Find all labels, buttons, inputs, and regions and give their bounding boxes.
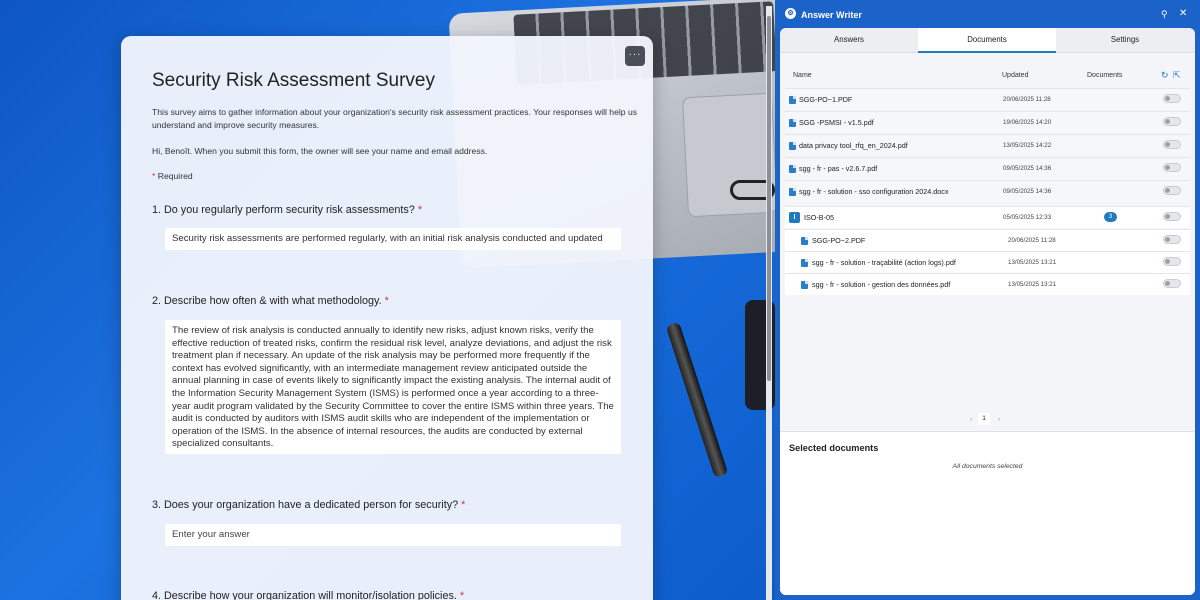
tab-documents[interactable]: Documents (918, 28, 1056, 53)
document-toggle[interactable] (1163, 94, 1181, 103)
question-3-star: * (461, 499, 466, 511)
selected-documents-panel (780, 431, 1195, 595)
refresh-icon[interactable]: ↻ (1161, 70, 1169, 80)
folder-toggle[interactable] (1163, 212, 1181, 221)
survey-form (121, 36, 653, 600)
scrollbar-thumb[interactable] (767, 16, 771, 381)
document-updated: 20/06/2025 11:28 (1003, 96, 1051, 103)
folder-icon: I (789, 212, 800, 223)
file-icon (789, 142, 796, 150)
required-note (152, 171, 193, 181)
question-4 (152, 590, 464, 600)
file-icon (789, 119, 796, 127)
document-row[interactable] (785, 134, 1190, 156)
page-scrollbar[interactable] (766, 6, 772, 600)
column-header-updated[interactable]: Updated (1002, 72, 1029, 79)
document-row[interactable] (785, 111, 1190, 133)
question-1-star: * (417, 204, 423, 216)
selected-documents-status: All documents selected (952, 463, 1023, 470)
folder-document-count: 3 (1104, 212, 1117, 222)
document-toggle[interactable] (1163, 279, 1181, 288)
document-updated: 13/05/2025 14:22 (1003, 142, 1052, 149)
page-number-button[interactable]: 1 (978, 413, 990, 425)
document-toggle[interactable] (1163, 140, 1181, 149)
next-page-button[interactable]: › (998, 416, 1001, 423)
file-icon (789, 96, 796, 104)
document-name: SGG-PO~2.PDF (812, 236, 866, 245)
previous-page-button[interactable]: ‹ (970, 416, 973, 423)
question-1-label: 1. Do you regularly perform security risk assessments? (152, 204, 415, 216)
folder-name: ISO-B-05 (804, 213, 834, 222)
file-icon (801, 259, 808, 267)
question-4-label: 4. Describe how your organization will monitor/isolation policies. (152, 590, 457, 600)
document-name: data privacy tool_rfq_en_2024.pdf (799, 141, 908, 150)
document-updated: 09/05/2025 14:36 (1003, 165, 1052, 172)
document-updated: 13/05/2025 13:21 (1008, 281, 1057, 288)
document-updated: 20/06/2025 11:28 (1008, 237, 1056, 244)
document-updated: 09/05/2025 14:36 (1003, 188, 1052, 195)
question-1-answer[interactable]: Security risk assessments are performed regularly, with an initial risk analysis conducted and updated (165, 228, 621, 250)
tab-bar (780, 28, 1195, 53)
question-3 (152, 499, 465, 511)
question-3-answer[interactable]: Enter your answer (165, 524, 621, 546)
answer-writer-title: Answer Writer (801, 10, 862, 20)
answer-writer-logo-icon: ⚙ (785, 8, 796, 19)
required-star: * (152, 171, 156, 181)
ellipsis-icon: ··· (628, 49, 642, 60)
file-icon (789, 165, 796, 173)
open-external-icon[interactable]: ⇱ (1173, 70, 1181, 80)
child-document-row[interactable] (785, 273, 1190, 295)
file-icon (789, 188, 796, 196)
document-toggle[interactable] (1163, 117, 1181, 126)
answer-writer-header (775, 0, 1200, 28)
form-title: Security Risk Assessment Survey (152, 70, 435, 91)
more-options-button[interactable] (625, 46, 645, 66)
question-2 (152, 295, 389, 307)
answer-writer-body (780, 28, 1195, 595)
selected-documents-title: Selected documents (789, 443, 879, 453)
question-2-label: 2. Describe how often & with what methodology. (152, 295, 382, 307)
child-document-row[interactable] (785, 251, 1190, 273)
pen-image (666, 322, 729, 478)
form-description: This survey aims to gather information about your organization's security risk assessment practices. Your responses will help us understand and improve security measures. (152, 107, 638, 130)
document-row[interactable] (785, 88, 1190, 110)
document-toggle[interactable] (1163, 163, 1181, 172)
document-updated: 13/05/2025 13:21 (1008, 259, 1057, 266)
file-icon (801, 237, 808, 245)
question-3-label: 3. Does your organization have a dedicated person for security? (152, 499, 459, 511)
document-row[interactable] (785, 157, 1190, 179)
answer-writer-panel (775, 0, 1200, 600)
close-icon[interactable]: ✕ (1179, 8, 1188, 19)
document-toggle[interactable] (1163, 257, 1181, 266)
document-name: sgg - fr - pas - v2.6.7.pdf (799, 164, 878, 173)
column-header-documents[interactable]: Documents (1087, 72, 1123, 79)
document-row[interactable] (785, 180, 1190, 202)
document-name: sgg - fr - solution - gestion des données.pdf (812, 280, 951, 289)
folder-row[interactable] (785, 206, 1190, 228)
documents-list (785, 64, 1190, 427)
tab-settings[interactable]: Settings (1110, 35, 1140, 44)
required-label: Required (157, 171, 193, 181)
pagination (780, 412, 1195, 428)
document-name: SGG -PSMSI - v1.5.pdf (799, 118, 874, 127)
document-name: sgg - fr - solution - sso configuration 2024.docx (799, 187, 949, 196)
folder-updated: 05/05/2025 12:33 (1003, 214, 1052, 221)
question-1 (152, 204, 422, 216)
child-document-row[interactable] (785, 229, 1190, 251)
tab-answers[interactable]: Answers (834, 35, 864, 44)
document-toggle[interactable] (1163, 235, 1181, 244)
pin-icon[interactable]: ⚲ (1161, 9, 1168, 19)
file-icon (801, 281, 808, 289)
document-toggle[interactable] (1163, 186, 1181, 195)
document-name: SGG-PO~1.PDF (799, 95, 853, 104)
question-2-answer[interactable]: The review of risk analysis is conducted annually to identify new risks, adjust known risks, verify the effective reduction of treated risks, confirm the residual risk level, analyze deviations, and adjust the risk treatment plan if necessary. An update of the risk analysis may be performed more frequently if the context has evolved significantly, with an intermediate management review anticipated outside the annual planning in case of events likely to significantly impact the existing analysis. The internal audit of the Information Security Management System (ISMS) is performed once a year according to a three-year audit program validated by the Security Committee to cover the entire ISMS within three years. The audit is conducted by auditors with ISMS audit skills who are independent of the implementation or operation of the ISMS. In the absence of internal resources, the audits are conducted by external specialized consultants. (165, 320, 621, 454)
question-2-star: * (384, 295, 389, 307)
document-updated: 19/06/2025 14:20 (1003, 119, 1052, 126)
column-header-name[interactable]: Name (793, 72, 812, 79)
question-4-star: * (459, 590, 465, 600)
user-notice: Hi, Benoît. When you submit this form, the owner will see your name and email address. (152, 146, 488, 156)
document-name: sgg - fr - solution - traçabilité (action logs).pdf (812, 258, 956, 267)
